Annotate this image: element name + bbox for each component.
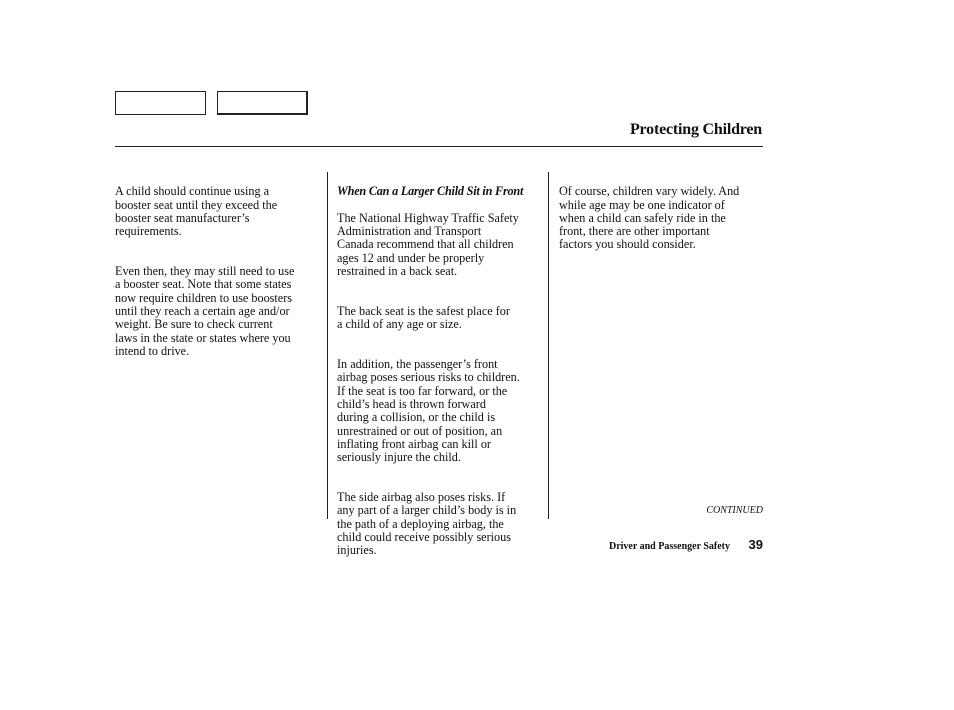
paragraph: In addition, the passenger’s front airbag poses serious risks to children. If the seat is too far forward, or the child’s head is thrown forward during a collision, or the child is unrestrained or out of position, an inflating front airbag can kill or seriously injure the child.	[337, 357, 520, 465]
paragraph: Even then, they may still need to use a booster seat. Note that some states now require children to use boosters until they reach a certain age and/or weight. Be sure to check current laws in the state or states where you intend to drive.	[115, 264, 295, 358]
column-left	[115, 172, 321, 385]
column-right	[559, 172, 764, 278]
column-divider	[548, 172, 549, 519]
paragraph: The National Highway Traffic Safety Administration and Transport Canada recommend that all children ages 12 and under be properly restrained in a back seat.	[337, 210, 519, 279]
page-title: Protecting Children	[629, 121, 762, 138]
section-heading: When Can a Larger Child Sit in Front	[337, 184, 524, 199]
footer-section-title: Driver and Passenger Safety	[608, 541, 730, 552]
page-number: 39	[748, 537, 763, 552]
paragraph: The side airbag also poses risks. If any part of a larger child’s body is in the path of a deploying airbag, the child could receive possibly serious injuries.	[337, 490, 517, 558]
nav-tab-box-1[interactable]	[115, 91, 206, 115]
title-divider	[115, 146, 763, 147]
paragraph: The back seat is the safest place for a child of any age or size.	[337, 303, 510, 332]
paragraph: A child should continue using a booster seat until they exceed the booster seat manufacturer’s requirements.	[115, 184, 278, 239]
column-divider	[327, 172, 328, 519]
nav-tab-box-2[interactable]	[217, 91, 308, 115]
paragraph: Of course, children vary widely. And while age may be one indicator of when a child can safely ride in the front, there are other important factors you should consider.	[559, 184, 740, 252]
column-middle	[337, 172, 547, 584]
continued-label: CONTINUED	[706, 505, 763, 516]
